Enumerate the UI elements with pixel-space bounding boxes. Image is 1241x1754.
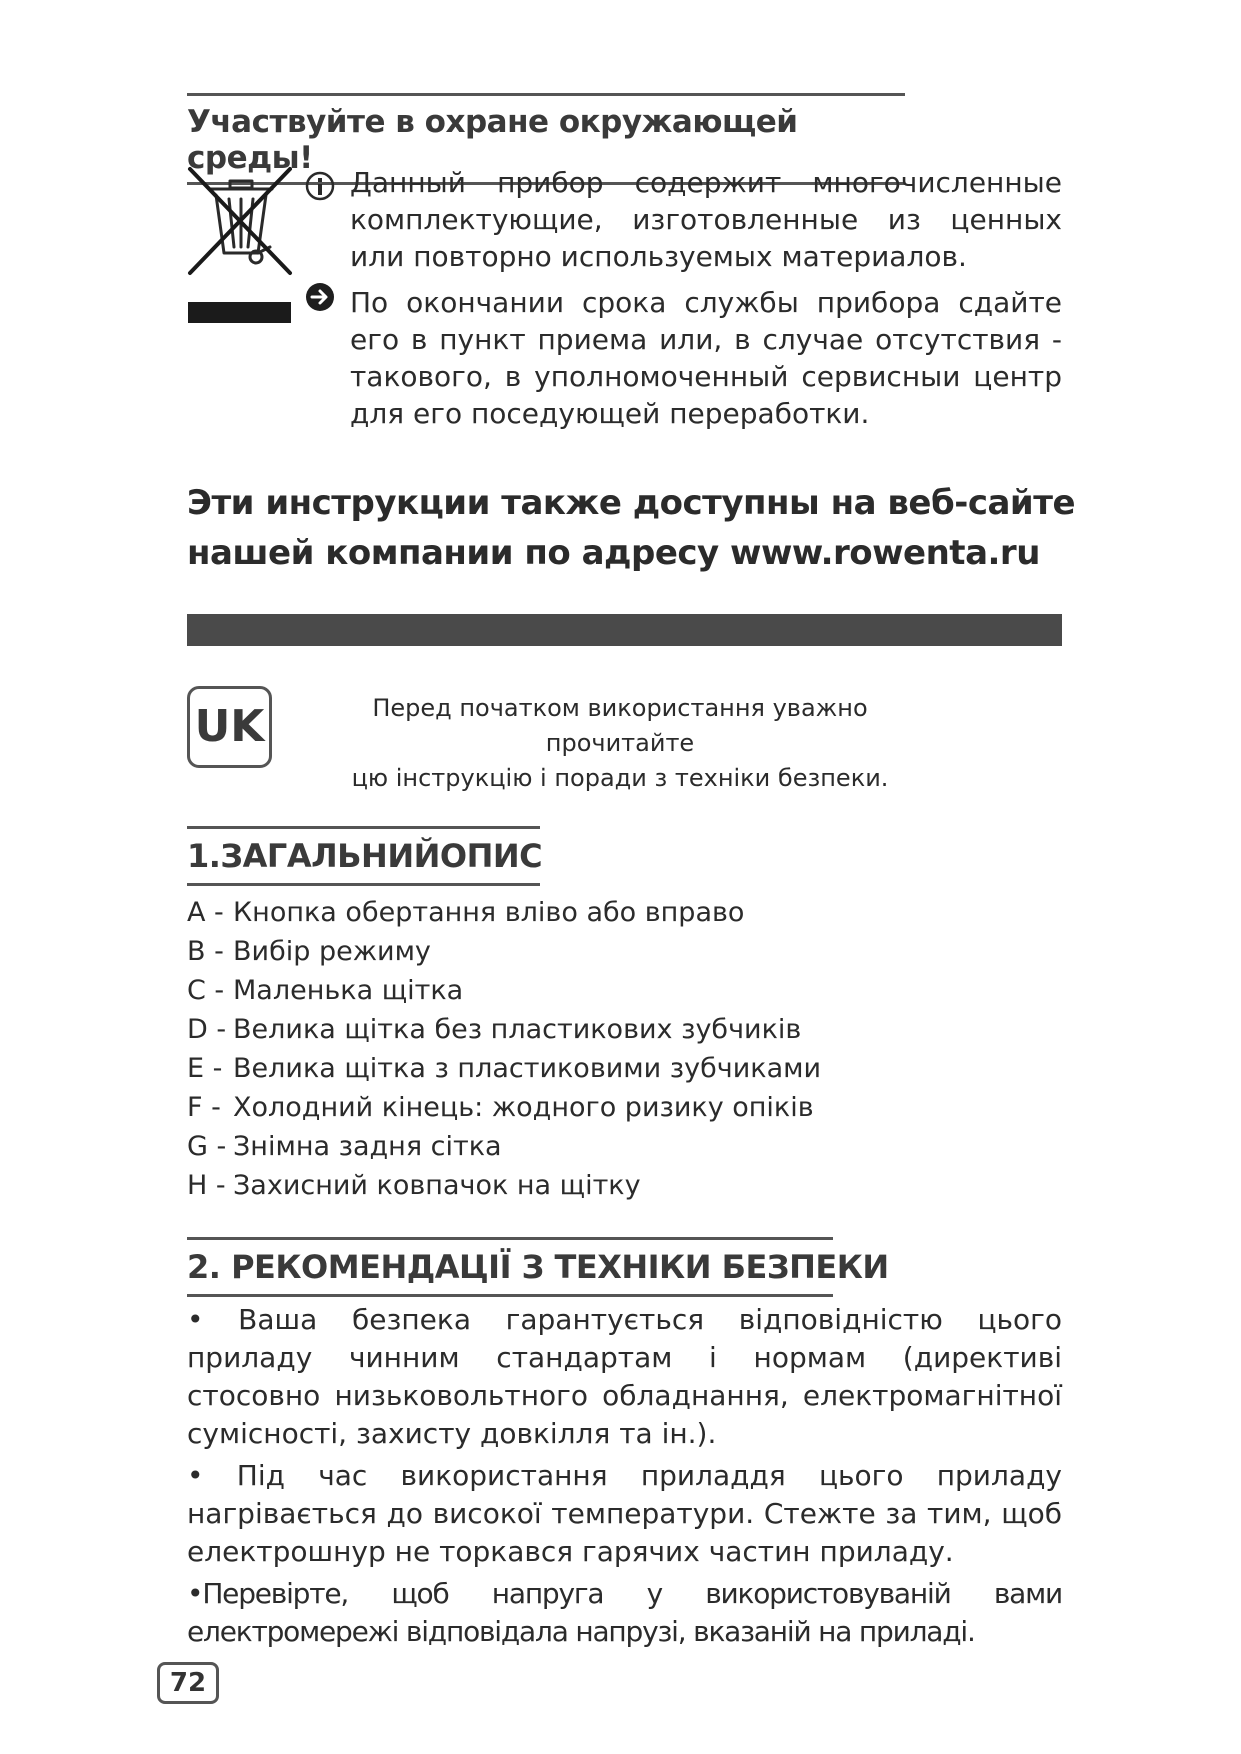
uk-intro <box>300 691 940 796</box>
safety-text <box>187 1301 1062 1655</box>
part-description: Знімна задня сітка <box>233 1131 502 1162</box>
part-description: Захисний ковпачок на щітку <box>233 1170 641 1201</box>
part-letter: D - <box>187 1014 227 1045</box>
list-item <box>187 1088 987 1127</box>
section-2-heading: 2. РЕКОМЕНДАЦІЇ З ТЕХНІКИ БЕЗПЕКИ <box>187 1237 833 1297</box>
part-letter: A - <box>187 897 224 928</box>
list-item <box>187 932 987 971</box>
list-item <box>187 893 987 932</box>
safety-paragraph-1: • Ваша безпека гарантується відповідністю цього приладу чинним стандартам і нормам (директиві стосовно низьковольтного обладнання, електромагнітної сумісності, захисту довкілля та ін.). <box>187 1303 1062 1450</box>
list-item <box>187 971 987 1010</box>
arrow-right-circle-icon <box>305 282 335 312</box>
safety-paragraph-2: • Під час використання приладдя цього приладу нагрівається до високої температури. Стежте за тим, щоб електрошнур не торкався гарячих частин приладу. <box>187 1459 1062 1568</box>
uk-intro-line-2: цю інструкцію і поради з техніки безпеки. <box>351 764 889 792</box>
list-item <box>187 1127 987 1166</box>
website-notice <box>187 478 1087 578</box>
list-item <box>187 1049 987 1088</box>
part-description: Маленька щітка <box>233 975 464 1006</box>
list-item <box>187 1166 987 1205</box>
environment-heading: Участвуйте в охране окружающей среды! <box>187 93 905 185</box>
part-description: Холодний кінець: жодного ризику опіків <box>233 1092 814 1123</box>
crossed-out-bin-icon <box>186 165 294 277</box>
part-description: Велика щітка з пластиковими зубчиками <box>233 1053 822 1084</box>
environment-paragraph-2: По окончании срока службы прибора сдайте его в пункт приема или, в случае отсутствия - такового, в уполномоченный сервисныи центр для его поседующей переработки. <box>350 286 1062 430</box>
part-description: Кнопка обертання вліво або вправо <box>233 897 745 928</box>
part-letter: E - <box>187 1053 223 1084</box>
weee-bar <box>188 302 291 323</box>
website-notice-line-1: Эти инструкции также доступны на веб-сайте <box>187 483 1076 523</box>
list-item <box>187 1010 987 1049</box>
part-letter: F - <box>187 1092 221 1123</box>
safety-paragraph-3: •Перевірте, щоб напруга у використовуваній вами електромережі відповідала напрузі, вказаній на приладі. <box>187 1577 1062 1648</box>
part-description: Вибір режиму <box>233 936 431 967</box>
part-letter: C - <box>187 975 225 1006</box>
language-badge: UK <box>187 686 272 768</box>
parts-list <box>187 893 987 1205</box>
part-letter: H - <box>187 1170 226 1201</box>
section-1-heading: 1.ЗАГАЛЬНИЙОПИС <box>187 826 540 886</box>
part-description: Велика щітка без пластикових зубчиків <box>233 1014 802 1045</box>
environment-paragraph-1: Данный прибор содержит многочисленные комплектующие, изготовленные из ценных или повторно используемых материалов. <box>350 166 1062 273</box>
part-letter: G - <box>187 1131 227 1162</box>
section-divider-band <box>187 614 1062 646</box>
part-letter: B - <box>187 936 224 967</box>
page-number: 72 <box>157 1662 219 1704</box>
website-notice-line-2: нашей компании по адресу www.rowenta.ru <box>187 533 1040 573</box>
uk-intro-line-1: Перед початком використання уважно прочитайте <box>372 694 868 757</box>
info-icon <box>305 171 335 201</box>
